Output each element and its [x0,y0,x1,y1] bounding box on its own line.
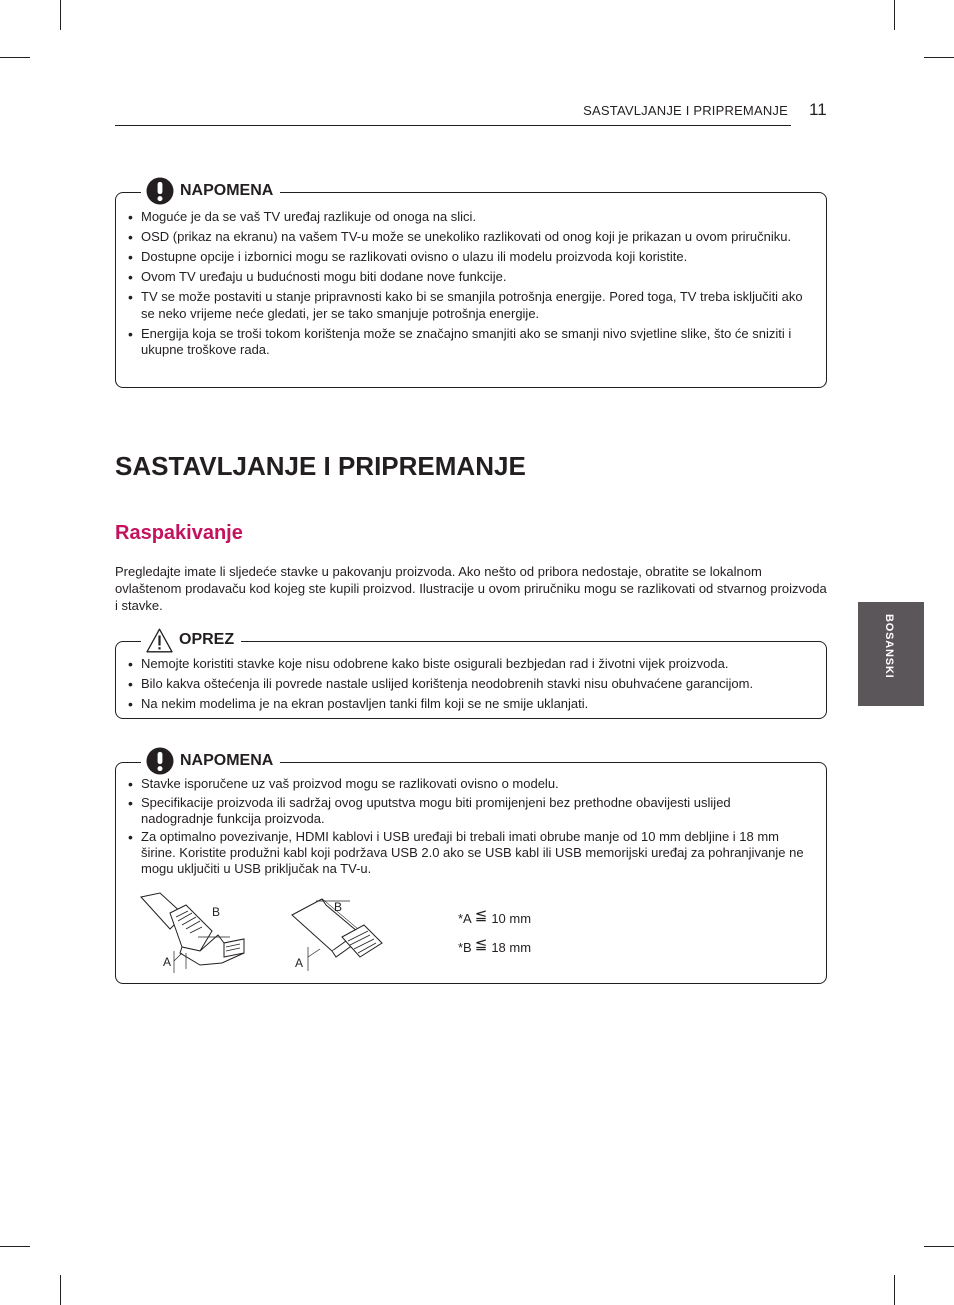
warning-triangle-icon [146,628,173,653]
list-item: • Stavke isporučene uz vaš proizvod mogu se razlikovati ovisno o modelu. [116,776,806,793]
caution-title: OPREZ [179,631,235,648]
exclamation-circle-icon [146,177,174,205]
note-title: NAPOMENA [180,752,274,769]
list-item: • Energija koja se troši tokom korištenja može se značajno smanjiti ako se smanji nivo svjetline slike, što će sniziti i ukupne troškove rada. [116,326,806,359]
page-number: 11 [809,100,827,119]
intro-paragraph: Pregledajte imate li sljedeće stavke u pakovanju proizvoda. Ako nešto od pribora nedostaje, obratite se lokalnom ovlaštenom prodavaču kod kojeg ste kupili proizvod. Ilustracije u ovom priručniku mogu se razlikovati od stvarnog proizvoda i stavke. [115,564,827,613]
crop-mark [0,57,30,58]
crop-mark [894,1275,895,1305]
section-title: Raspakivanje [115,522,243,544]
page-title: SASTAVLJANJE I PRIPREMANJE [115,451,526,481]
note-label [141,747,280,775]
language-tab [858,602,924,706]
note-label [141,177,280,205]
note-list [116,209,806,363]
list-item: • Moguće je da se vaš TV uređaj razlikuje od onoga na slici. [116,209,806,226]
hdmi-connector-illustration [140,891,250,975]
crop-mark [924,57,954,58]
list-item: • Ovom TV uređaju u budućnosti mogu biti dodane nove funkcije. [116,269,806,286]
list-item: • TV se može postaviti u stanje pripravnosti kako bi se smanjila potrošnja energije. Pored toga, TV treba isključiti ako se neko vrijeme neće gledati, jer se tako smanjuje potrošnja energije. [116,289,806,322]
dimension-b [458,938,531,956]
header-rule [115,125,791,126]
dimension-label-a: A [295,956,304,970]
list-item: • Na nekim modelima je na ekran postavljen tanki film koji se ne smije uklanjati. [116,696,806,713]
note-box [115,182,827,388]
less-equal-symbol: ≦ [474,907,488,924]
list-item: • Specifikacije proizvoda ili sadržaj ovog uputstva mogu biti promijenjeni bez prethodne obavijesti uslijed nadogradnje funkcija proizvoda. [116,795,806,827]
usb-connector-illustration [288,891,398,975]
less-equal-symbol: ≦ [474,936,488,953]
caution-box [115,631,827,719]
note-box [115,752,827,984]
list-item: • Bilo kakva oštećenja ili povrede nastale uslijed korištenja neodobrenih stavki nisu obuhvaćene garancijom. [116,676,806,693]
crop-mark [894,0,895,30]
list-item: • Za optimalno povezivanje, HDMI kablovi i USB uređaji bi trebali imati obrube manje od 10 mm debljine i 18 mm širine. Koristite produžni kabl koji podržava USB 2.0 ako se USB kabl ili USB memorijski uređaj za pohranjivanje ne mogu uključiti u USB priključak na TV-u. [116,829,806,877]
note-list [116,776,806,880]
crop-mark [924,1246,954,1247]
running-header: SASTAVLJANJE I PRIPREMANJE [583,103,788,118]
dimension-label-a: A [163,955,172,969]
exclamation-circle-icon [146,747,174,775]
caution-list [116,656,806,716]
dimension-prefix: *A [458,910,472,926]
dimension-value: 10 mm [491,910,532,926]
caution-label [141,626,241,654]
dimension-label-b: B [334,900,343,914]
dimension-prefix: *B [458,939,472,955]
list-item: • OSD (prikaz na ekranu) na vašem TV-u može se unekoliko razlikovati od onog koji je prikazan u ovom priručniku. [116,229,806,246]
list-item: • Nemojte koristiti stavke koje nisu odobrene kako biste osigurali bezbjedan rad i životni vijek proizvoda. [116,656,806,673]
list-item: • Dostupne opcije i izbornici mogu se razlikovati ovisno o ulazu ili modelu proizvoda koji koristite. [116,249,806,266]
dimension-label-b: B [212,905,221,919]
crop-mark [60,1275,61,1305]
note-title: NAPOMENA [180,182,274,199]
crop-mark [60,0,61,30]
dimension-value: 18 mm [491,939,532,955]
crop-mark [0,1246,30,1247]
dimension-a [458,909,531,927]
language-tab-label: BOSANSKI [883,614,895,679]
